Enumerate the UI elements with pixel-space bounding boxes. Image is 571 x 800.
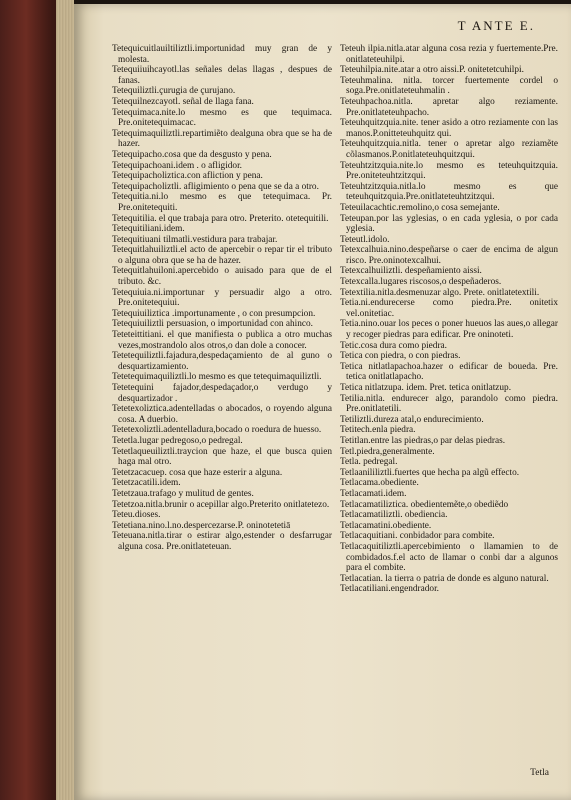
catchword: Tetla — [530, 768, 549, 778]
dictionary-entry: Tetequipacho.cosa que da desgusto y pena. — [112, 149, 272, 160]
dictionary-entry: Tetequimaquiliztli.repartimiẽto dealguna obra que se ha de hazer. — [112, 128, 332, 150]
dictionary-entry: Tetequitia.ni.lo mesmo es que tetequimaca. Pr. Pre.onitetequiti. — [112, 192, 332, 213]
dictionary-entry: Teteutl.idolo. — [340, 234, 390, 245]
dictionary-entry: Teteuhmalina. nitla. torcer fuertemente cordel o soga.Pre.onitlateteuhmalin . — [340, 75, 558, 97]
dictionary-entry: Tetequiuiliztica .importunamente , o con presumpcion. — [112, 308, 316, 319]
dictionary-entry: Tetetequimaquiliztli.lo mesmo es que tetequimaquiliztli. — [112, 372, 322, 383]
dictionary-entry: Tetlacama.obediente. — [340, 478, 419, 489]
dictionary-entry: Tetlacaquitiliztli.apercebimiento o llamamien to de combidados.f.el acto de llamar o conbi dar a algunos para el combite. — [340, 541, 558, 574]
dictionary-entry: Tetetzacacuep. cosa que haze esterir a alguna. — [112, 467, 283, 478]
dictionary-entry: Teteteittitiani. el que manifiesta o publica a otro muchas vezes,mostrandolo alos otros,o dan dole a conocer. — [112, 330, 332, 351]
dictionary-entry: Tetitech.enla piedra. — [340, 425, 416, 436]
dictionary-entry: Teteuilacachtic.remolino,o cosa semejante. — [340, 202, 500, 213]
dictionary-entry: Tetequipachoani.idem . o afligidor. — [112, 160, 242, 171]
dictionary-entry: Tetequiliztli.çurugia de çurujano. — [112, 86, 236, 97]
dictionary-entry: Tetica nitlatzupa. idem. Pret. tetica onitlatzup. — [340, 383, 512, 393]
dictionary-entry: Tetequimaca.nite.lo mesmo es que tequimaca. Pre.onitetequimacac. — [112, 107, 332, 129]
dictionary-entry: Tetlacatian. la tierra o patria de donde es alguno natural. — [340, 573, 549, 584]
dictionary-entry: Tetequiuia.ni.importunar y persuadir algo a otro. Pre.onitetequiui. — [112, 287, 332, 309]
dictionary-entry: Tetexcalla.lugares riscosos,o despeñaderos. — [340, 277, 502, 288]
dictionary-entry: Tetilia.nitla. endurecer algo, parandolo como piedra. Pre.onitlatetili. — [340, 393, 558, 415]
dictionary-entry: Tetequitilia. el que trabaja para otro. Preterito. otetequitili. — [112, 213, 329, 224]
dictionary-entry: Tetequicuitlauiltiliztli.importunidad muy gran de y molesta. — [112, 44, 332, 65]
dictionary-entry: Tetexcalhuiliztli. despeñamiento aissi. — [340, 266, 482, 277]
dictionary-entry: Tetlacamatiliztli. obediencia. — [340, 510, 448, 521]
right-column — [340, 44, 558, 595]
dictionary-entry: Tetequitlahuiloni.apercebido o auisado para que de el tributo. &c. — [112, 266, 332, 288]
dictionary-entry: Tetequitlahuiliztli.el acto de apercebir o repar tir el tributo o alguna obra que se ha de hazer. — [112, 245, 332, 266]
dictionary-entry: Tetlacamatini.obediente. — [340, 520, 432, 531]
running-title: T ANTE E. — [457, 18, 535, 33]
dictionary-entry: Tetequipacholiztica.con afliction y pena. — [112, 171, 263, 182]
dictionary-entry: Tetetzacatili.idem. — [112, 478, 181, 489]
dictionary-entry: Tetetla.lugar pedregoso,o pedregal. — [112, 435, 243, 446]
dictionary-entry: Tetequilnezcayotl. señal de llaga fana. — [112, 96, 254, 107]
dictionary-entry: Tetica nitlatlapachoa.hazer o edificar de boueda. Pre. tetica onitlatlapacho. — [340, 361, 558, 383]
dictionary-entry: Tetlacamatiliztica. obedientemẽte,o obediẽdo — [340, 499, 509, 510]
dictionary-entry: Teteuhquitzquia.nitla. tener o apretar algo reziamẽte cõlasmanos.P.onitlateteuhquitzqui. — [340, 139, 558, 160]
dictionary-entry: Tetic.cosa dura como piedra. — [340, 340, 447, 351]
dictionary-entry: Teteuhquitzquia.nite. tener asido a otro reziamente con las manos.P.onitteteuhquitz qui. — [340, 118, 558, 139]
page-header — [74, 18, 561, 38]
dictionary-entry: Tetlacamati.idem. — [340, 488, 407, 499]
dictionary-entry: Teteupan.por las yglesias, o en cada yglesia, o por cada yglesia. — [340, 213, 558, 235]
dictionary-entry: Tetla. pedregal. — [340, 457, 398, 468]
dictionary-entry: Tetetiana.nino.l.no.despercezarse.P. oninotetetiā — [112, 520, 291, 531]
dictionary-entry: Teteu.dioses. — [112, 510, 161, 521]
dictionary-entry: Tetetexoliztica.adentelladas o abocados, o royendo alguna cosa. A duerbio. — [112, 404, 332, 425]
book-page — [74, 4, 571, 800]
dictionary-entry: Tetlacaquitiani. conbidador para combite. — [340, 531, 495, 542]
dictionary-entry: Tetexcalhuia.nino.despeñarse o caer de encima de algun risco. Pre.oninotexcalhui. — [340, 245, 558, 266]
dictionary-entry: Tetequitiuani tilmatli.vestidura para trabajar. — [112, 234, 278, 245]
dictionary-entry: Tetetexoliztli.adentelladura,bocado o roedura de huesso. — [112, 425, 322, 436]
dictionary-entry: Tetlaanililiztli.fuertes que hecha pa algũ effecto. — [340, 467, 520, 478]
dictionary-entry: Tetitlan.entre las piedras,o par delas piedras. — [340, 435, 506, 446]
dictionary-entry: Tetextilia.nitla.desmenuzar algo. Prete. onitlatetextili. — [340, 287, 540, 298]
dictionary-entry: Tetica con piedra, o con piedras. — [340, 351, 461, 362]
dictionary-entry: Teteuhtzitzquia.nitla.lo mesmo es que teteuhquitzquia.Pre.onitlateteuhtzitzqui. — [340, 181, 558, 203]
dictionary-entry: Tetetzoa.nitla.brunir o acepillar algo.Preterito onitlatetezo. — [112, 499, 330, 510]
dictionary-entry: Teteuhpachoa.nitla. apretar algo reziamente. Pre.onitlateteuhpacho. — [340, 96, 558, 118]
dictionary-entry: Tetia.ni.endurecerse como piedra.Pre. onitetix vel.onitetiac. — [340, 298, 558, 319]
left-column — [112, 44, 332, 553]
dictionary-entry: Teteuana.nitla.tirar o estirar algo,estender o desfarrugar alguna cosa. Pre.onitlateteuan. — [112, 531, 332, 552]
dictionary-entry: Teteuh ilpia.nitla.atar alguna cosa rezia y fuertemente.Pre. onitlateteuhilpi. — [340, 44, 558, 65]
dictionary-entry: Tetetzaua.trafago y mulitud de gentes. — [112, 488, 254, 499]
dictionary-entry: Tetequitiliani.idem. — [112, 224, 185, 235]
dictionary-entry: Teteuhilpia.nite.atar a otro aissi.P. onitetetcuhilpi. — [340, 65, 524, 76]
dictionary-entry: Tetetlaqueuiliztli.traycion que haze, el que busca quien haga mal otro. — [112, 446, 332, 468]
dictionary-entry: Tetl.piedra,generalmente. — [340, 446, 435, 457]
dictionary-entry: Tetetequini fajador,despedaçador,o verdugo y desquartizador . — [112, 383, 332, 404]
dictionary-entry: Tetlacatiliani.engendrador. — [340, 584, 439, 595]
book-spine-edge — [0, 0, 74, 800]
dictionary-entry: Tetiliztli.dureza atal,o endurecimiento. — [340, 414, 484, 425]
dictionary-entry: Teteuhtzitzquia.nite.lo mesmo es teteuhquitzquia. Pre.oniteteuhtzitzqui. — [340, 160, 558, 182]
dictionary-entry: Tetia.nino.ouar los peces o poner hueuos las aues,o allegar y recoger piedras para edificar. Pre oninoteti. — [340, 319, 558, 341]
dictionary-entry: Tetequiuiliztli persuasion, o importunidad con ahinco. — [112, 319, 313, 330]
dictionary-entry: Tetetequiliztli.fajadura,despedaçamiento de al guno o desquartizamiento. — [112, 351, 332, 372]
dictionary-entry: Tetequiiuihcayotl.las señales delas llagas , despues de fanas. — [112, 65, 332, 86]
dictionary-entry: Tetequipacholiztli. afligimiento o pena que se da a otro. — [112, 181, 319, 192]
